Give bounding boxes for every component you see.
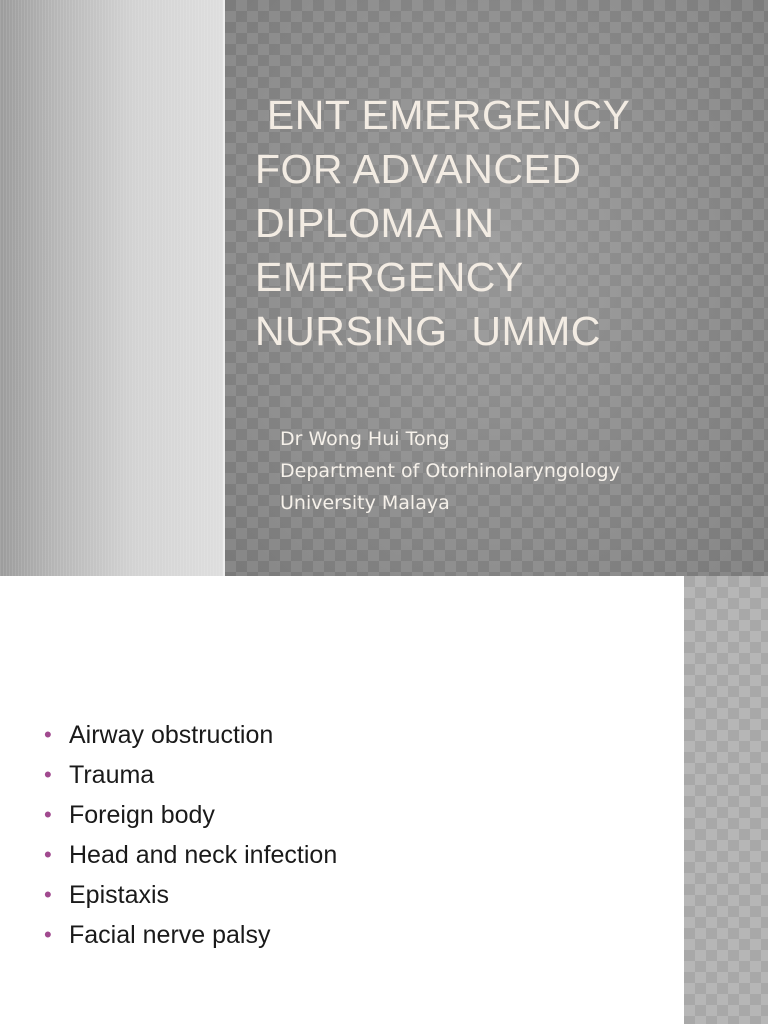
author-university: University Malaya (280, 492, 450, 514)
slide-title: ENT EMERGENCY FOR ADVANCED DIPLOMA IN EMERGENCY NURSING UMMC (255, 92, 631, 354)
list-item (44, 835, 337, 875)
author-department: Department of Otorhinolaryngology (280, 460, 620, 482)
bullet-dot-icon: • (44, 842, 52, 867)
list-item (44, 755, 337, 795)
author-name: Dr Wong Hui Tong (280, 428, 450, 450)
content-slide (0, 576, 768, 1024)
list-item (44, 875, 337, 915)
left-gradient-panel (0, 0, 223, 576)
bullet-dot-icon: • (44, 882, 52, 907)
list-item (44, 715, 337, 755)
list-item-label: Epistaxis (69, 881, 170, 909)
list-item-label: Foreign body (69, 801, 215, 829)
topic-list (44, 715, 337, 955)
slide-subtitle (280, 423, 750, 519)
bullet-dot-icon: • (44, 722, 52, 747)
list-item-label: Trauma (69, 761, 155, 789)
list-item-label: Airway obstruction (69, 721, 274, 749)
list-item (44, 795, 337, 835)
list-item (44, 915, 337, 955)
right-pattern-stripe (684, 576, 768, 1024)
bullet-dot-icon: • (44, 922, 52, 947)
bullet-dot-icon: • (44, 762, 52, 787)
list-item-label: Head and neck infection (69, 841, 338, 869)
bullet-dot-icon: • (44, 802, 52, 827)
list-item-label: Facial nerve palsy (69, 921, 271, 949)
